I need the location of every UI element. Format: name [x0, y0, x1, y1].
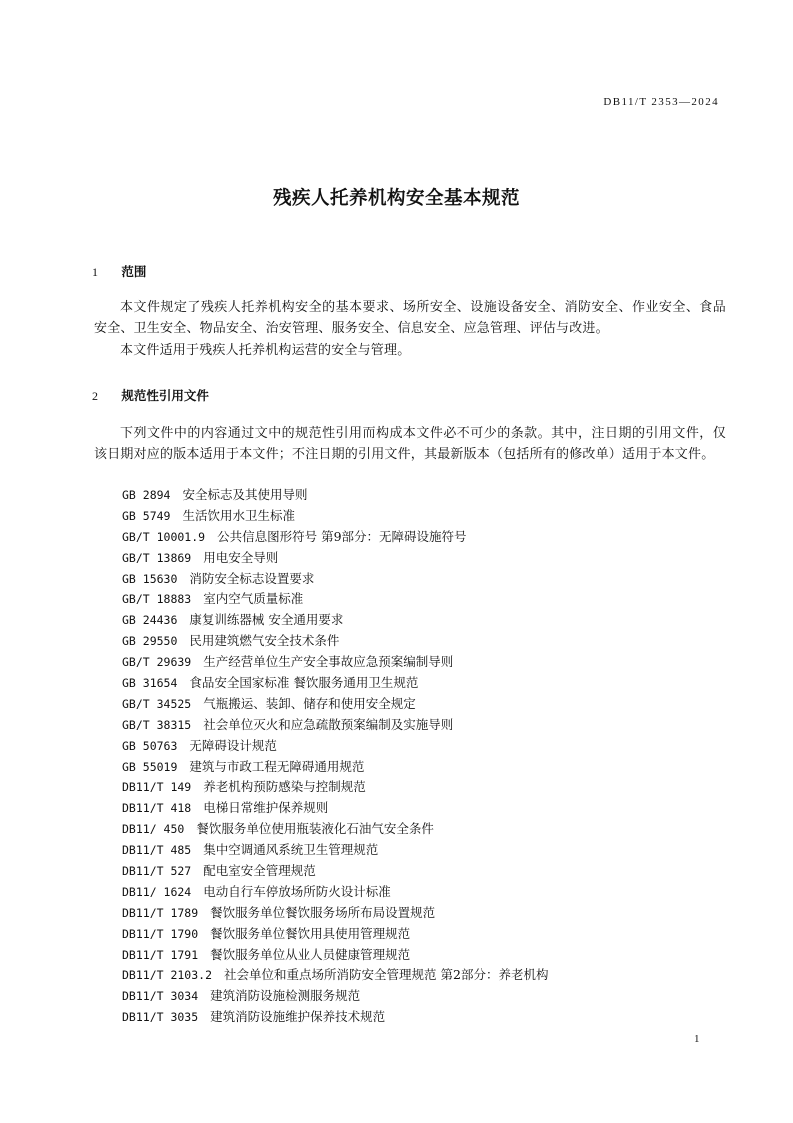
reference-code: GB/T 18883 [122, 592, 192, 607]
section-heading-scope [92, 262, 146, 280]
reference-item [122, 903, 548, 924]
reference-item [122, 506, 548, 527]
reference-item [122, 652, 548, 673]
reference-code: DB11/T 149 [122, 780, 192, 795]
reference-code: GB/T 29639 [122, 655, 192, 670]
reference-item [122, 673, 548, 694]
scope-paragraph-1: 本文件规定了残疾人托养机构安全的基本要求、场所安全、设施设备安全、消防安全、作业安全、食品安全、卫生安全、物品安全、治安管理、服务安全、信息安全、应急管理、评估与改进。 [94, 300, 726, 336]
reference-item [122, 777, 548, 798]
reference-title: 建筑消防设施维护保养技术规范 [210, 1009, 386, 1025]
reference-code: GB/T 38315 [122, 717, 192, 732]
reference-code: GB 50763 [122, 738, 178, 753]
reference-title: 社会单位灭火和应急疏散预案编制及实施导则 [203, 716, 454, 732]
reference-code: GB 5749 [122, 508, 171, 523]
reference-title: 电梯日常维护保养规则 [203, 800, 329, 816]
reference-item [122, 694, 548, 715]
standard-code: DB11/T 2353—2024 [603, 96, 719, 108]
reference-title: 集中空调通风系统卫生管理规范 [203, 842, 379, 858]
reference-code: GB 29550 [122, 634, 178, 649]
reference-code: GB 15630 [122, 571, 178, 586]
reference-code: GB 55019 [122, 759, 178, 774]
reference-item [122, 924, 548, 945]
reference-title: 配电室安全管理规范 [203, 863, 316, 879]
reference-title: 气瓶搬运、装卸、储存和使用安全规定 [203, 695, 416, 711]
reference-item [122, 757, 548, 778]
reference-code: DB11/T 2103.2 [122, 968, 213, 983]
reference-item [122, 589, 548, 610]
reference-code: GB/T 34525 [122, 696, 192, 711]
reference-code: DB11/ 1624 [122, 884, 192, 899]
reference-title: 餐饮服务单位从业人员健康管理规范 [210, 946, 411, 962]
reference-item [122, 798, 548, 819]
reference-title: 养老机构预防感染与控制规范 [203, 779, 366, 795]
reference-item [122, 569, 548, 590]
scope-paragraph-2: 本文件适用于残疾人托养机构运营的安全与管理。 [120, 343, 411, 358]
reference-code: DB11/T 527 [122, 864, 192, 879]
reference-item [122, 882, 548, 903]
reference-item [122, 548, 548, 569]
reference-code: GB 2894 [122, 488, 171, 502]
section-title: 规范性引用文件 [121, 388, 209, 403]
reference-item [122, 1007, 548, 1028]
reference-title: 餐饮服务单位餐饮用具使用管理规范 [210, 925, 411, 941]
document-title: 残疾人托养机构安全基本规范 [272, 188, 520, 209]
reference-item [122, 945, 548, 966]
page-number: 1 [694, 1033, 700, 1045]
reference-code: DB11/T 3035 [122, 1010, 199, 1025]
references-intro-paragraph: 下列文件中的内容通过文中的规范性引用而构成本文件必不可少的条款。其中，注日期的引用文件，仅该日期对应的版本适用于本文件；不注日期的引用文件，其最新版本（包括所有的修改单）适用于本文件。 [94, 426, 726, 462]
reference-code: DB11/T 418 [122, 801, 192, 816]
section-number: 2 [92, 389, 98, 403]
reference-title: 生活饮用水卫生标准 [182, 507, 295, 523]
reference-title: 民用建筑燃气安全技术条件 [189, 633, 340, 649]
reference-code: DB11/ 450 [122, 822, 185, 837]
reference-title: 建筑消防设施检测服务规范 [210, 988, 361, 1004]
reference-item [122, 631, 548, 652]
section-heading-references [92, 386, 209, 404]
reference-title: 安全标志及其使用导则 [182, 487, 308, 502]
reference-code: DB11/T 1789 [122, 905, 199, 920]
reference-code: DB11/T 1790 [122, 926, 199, 941]
reference-title: 餐饮服务单位使用瓶装液化石油气安全条件 [196, 821, 434, 837]
reference-item [122, 840, 548, 861]
reference-title: 餐饮服务单位餐饮服务场所布局设置规范 [210, 904, 436, 920]
reference-title: 康复训练器械 安全通用要求 [189, 612, 344, 628]
reference-title: 生产经营单位生产安全事故应急预案编制导则 [203, 654, 454, 670]
reference-title: 电动自行车停放场所防火设计标准 [203, 883, 391, 899]
reference-title: 用电安全导则 [203, 549, 279, 565]
reference-item [122, 965, 548, 986]
reference-item [122, 861, 548, 882]
reference-title: 食品安全国家标准 餐饮服务通用卫生规范 [189, 675, 419, 691]
reference-item [122, 736, 548, 757]
reference-item [122, 986, 548, 1007]
reference-title: 消防安全标志设置要求 [189, 570, 315, 586]
reference-code: DB11/T 485 [122, 843, 192, 858]
reference-code: GB 24436 [122, 613, 178, 628]
reference-title: 建筑与市政工程无障碍通用规范 [189, 758, 365, 774]
reference-code: DB11/T 3034 [122, 989, 199, 1004]
reference-code: GB/T 10001.9 [122, 529, 206, 544]
reference-code: GB/T 13869 [122, 550, 192, 565]
section-title: 范围 [121, 264, 147, 279]
reference-title: 社会单位和重点场所消防安全管理规范 第2部分：养老机构 [224, 967, 549, 983]
reference-item [122, 610, 548, 631]
reference-code: DB11/T 1791 [122, 947, 199, 962]
reference-title: 室内空气质量标准 [203, 591, 304, 607]
section-number: 1 [92, 265, 98, 279]
reference-list [122, 485, 548, 1028]
reference-code: GB 31654 [122, 676, 178, 691]
reference-title: 无障碍设计规范 [189, 737, 277, 753]
reference-item [122, 485, 548, 506]
reference-item [122, 715, 548, 736]
reference-item [122, 819, 548, 840]
reference-title: 公共信息图形符号 第9部分：无障碍设施符号 [217, 528, 467, 544]
reference-item [122, 527, 548, 548]
